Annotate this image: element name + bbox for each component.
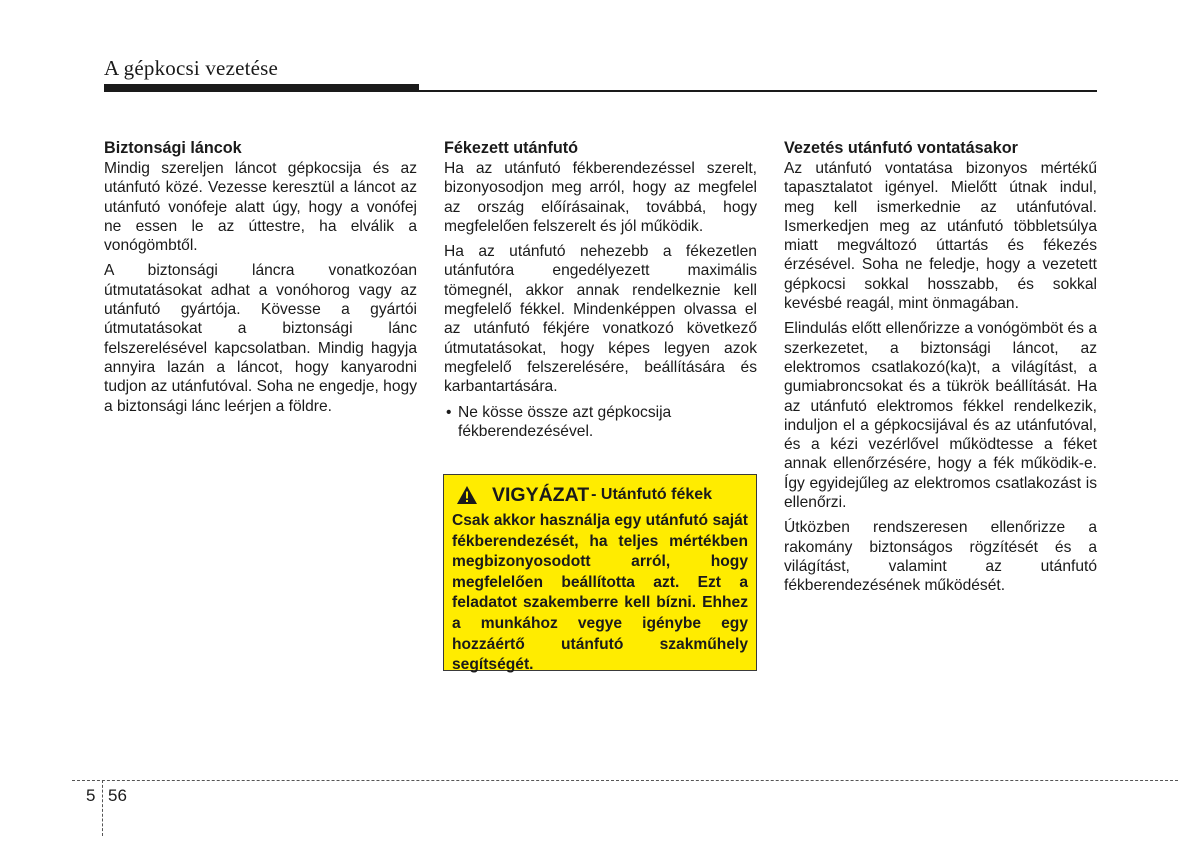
paragraph: Útközben rendszeresen ellenőrizze a rakomány biztonságos rögzítését és a világítást, valamint az utánfutó fékberendezésének működését.: [784, 519, 1097, 595]
footer-dashed-rule: [72, 780, 1178, 781]
warning-triangle-icon: [456, 485, 478, 505]
paragraph: A biztonsági láncra vonatkozóan útmutatásokat adhat a vonóhorog vagy az utánfutó gyártója. Kövesse a gyártói útmutatásokat a biztonsági lánc felszerelésével kapcsolatban. Mindig hagyja annyira lazán a láncot, hogy kanyarodni tudjon az utánfutóval. Soha ne engedje, hogy a biztonsági lánc leérjen a földre.: [104, 262, 417, 415]
paragraph: Ha az utánfutó fékberendezéssel szerelt, bizonyosodjon meg arról, hogy az megfelel az ország előírásainak, továbbá, hogy megfelelően felszerelt és jól működik.: [444, 160, 757, 235]
column-braked-trailer: [444, 139, 757, 447]
header-rule-thin: [419, 90, 1097, 92]
paragraph: Mindig szereljen láncot gépkocsija és az utánfutó közé. Vezesse keresztül a láncot az utánfutó vonófeje alatt úgy, hogy a vonófej ne essen le az úttestre, ha elválik a vonógömbtől.: [104, 160, 417, 255]
bullet-marker: •: [446, 403, 452, 421]
column-towing-driving: [784, 139, 1097, 602]
paragraph: Az utánfutó vontatása bizonyos mértékű tapasztalatot igényel. Mielőtt útnak indul, meg kell ismerkednie az utánfutóval. Ismerkedjen meg az utánfutó többletsúlya miatt megváltozó úttartás és fékezés érzésével. Soha ne feledje, hogy a vezetett gépkocsi sokkal hosszabb, és sokkal kevésbé reagál, mint önmagában.: [784, 160, 1097, 313]
page-header-title: A gépkocsi vezetése: [104, 56, 279, 80]
column-safety-chains: [104, 139, 417, 422]
page-number: 56: [108, 786, 127, 805]
paragraph: Ha az utánfutó nehezebb a fékezetlen utánfutóra engedélyezett maximális tömegnél, akkor annak rendelkeznie kell megfelelő fékkel. Mindenképpen olvassa el az utánfutó fékjére vonatkozó következő útmutatásokat, hogy képes legyen azok megfelelő felszerelésére, beállítására és karbantartására.: [444, 243, 757, 396]
warning-header: [452, 479, 748, 511]
header-rule-thick: [104, 84, 419, 92]
section-heading: Vezetés utánfutó vontatásakor: [784, 139, 1018, 157]
chapter-number: 5: [86, 786, 96, 805]
warning-box: [443, 474, 757, 674]
section-heading: Biztonsági láncok: [104, 139, 242, 157]
warning-text: Csak akkor használja egy utánfutó saját fékberendezését, ha teljes mértékben megbizonyosodott arról, hogy megfelelően beállította azt. Ezt a feladatot szakemberre kell bízni. Ehhez a munkához vegye igénybe egy hozzáértő utánfutó szakműhely segítségét.: [452, 512, 748, 674]
paragraph: Elindulás előtt ellenőrizze a vonógömböt és a szerkezetet, a biztonsági láncot, az elektromos csatlakozó(ka)t, a világítást, a gumiabroncsokat és a tükrök beállítását. Ha az utánfutó elektromos fékkel rendelkezik, induljon el a gépkocsijával és az utánfutóval, és a kézi vezérlővel működtesse a féket annak ellenőrzésére, hogy a fék működik-e. Így egyidejűleg az elektromos csatlakozást is ellenőrzi.: [784, 320, 1097, 512]
bullet-item: [444, 403, 757, 442]
bullet-text: Ne kösse össze azt gépkocsija fékberendezésével.: [458, 403, 672, 440]
section-heading: Fékezett utánfutó: [444, 139, 578, 157]
warning-label: VIGYÁZAT: [492, 483, 590, 506]
footer-dashed-divider: [102, 780, 103, 836]
warning-subtitle: - Utánfutó fékek: [591, 486, 713, 503]
